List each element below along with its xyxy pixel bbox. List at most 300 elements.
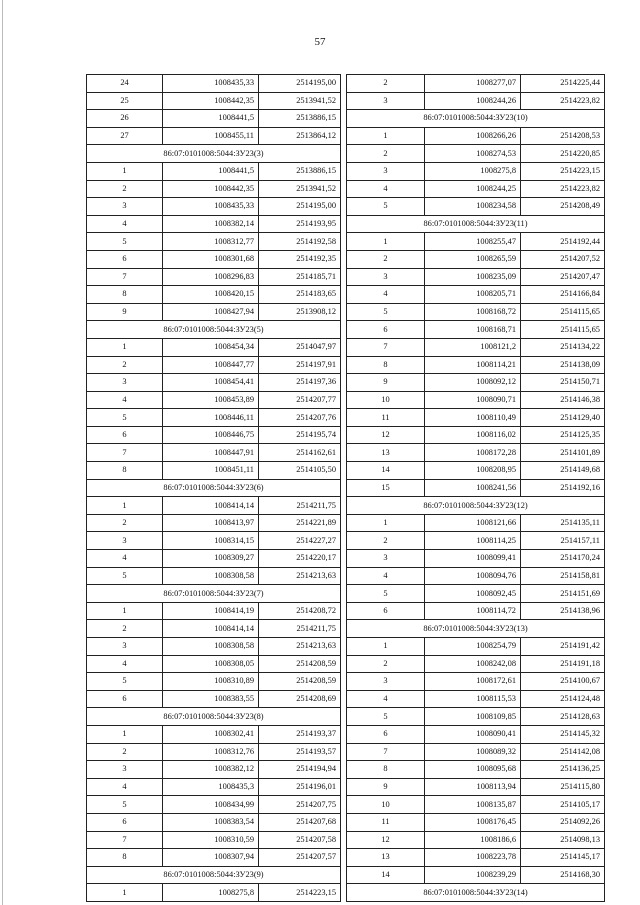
point-number-cell: 15 [347,479,425,497]
y-coordinate-cell: 2514196,01 [259,778,341,796]
y-coordinate-cell: 2514213,63 [259,638,341,656]
table-row [347,162,605,180]
y-coordinate-cell: 2514166,84 [521,286,605,304]
coordinates-table-right [346,74,605,902]
table-row [347,233,605,251]
y-coordinate-cell: 2513941,52 [259,92,341,110]
x-coordinate-cell: 1008168,72 [425,303,521,321]
point-number-cell: 25 [87,92,163,110]
y-coordinate-cell: 2514168,30 [521,866,605,884]
x-coordinate-cell: 1008205,71 [425,286,521,304]
point-number-cell: 1 [87,884,163,902]
y-coordinate-cell: 2514193,95 [259,215,341,233]
x-coordinate-cell: 1008186,6 [425,831,521,849]
x-coordinate-cell: 1008442,35 [163,180,259,198]
table-row [347,532,605,550]
table-row [347,638,605,656]
point-number-cell: 4 [347,286,425,304]
y-coordinate-cell: 2514134,22 [521,338,605,356]
section-label: 86:07:0101008:5044:ЗУ23(5) [87,321,341,339]
table-row [347,462,605,480]
x-coordinate-cell: 1008113,94 [425,778,521,796]
point-number-cell: 4 [87,550,163,568]
x-coordinate-cell: 1008434,99 [163,796,259,814]
y-coordinate-cell: 2514105,50 [259,462,341,480]
x-coordinate-cell: 1008135,87 [425,796,521,814]
x-coordinate-cell: 1008441,5 [163,110,259,128]
x-coordinate-cell: 1008414,19 [163,602,259,620]
x-coordinate-cell: 1008310,59 [163,831,259,849]
y-coordinate-cell: 2514207,58 [259,831,341,849]
x-coordinate-cell: 1008446,75 [163,426,259,444]
table-row [87,127,341,145]
section-label: 86:07:0101008:5044:ЗУ23(12) [347,497,605,515]
table-row [87,356,341,374]
table-row [87,673,341,691]
y-coordinate-cell: 2514213,63 [259,567,341,585]
point-number-cell: 7 [347,743,425,761]
point-number-cell: 1 [347,233,425,251]
y-coordinate-cell: 2514124,48 [521,690,605,708]
x-coordinate-cell: 1008090,71 [425,391,521,409]
y-coordinate-cell: 2514207,77 [259,391,341,409]
point-number-cell: 7 [347,338,425,356]
point-number-cell: 5 [87,409,163,427]
table-row [347,426,605,444]
table-row [347,145,605,163]
table-row [347,444,605,462]
point-number-cell: 1 [87,162,163,180]
y-coordinate-cell: 2514193,37 [259,725,341,743]
table-row [347,655,605,673]
y-coordinate-cell: 2514191,18 [521,655,605,673]
y-coordinate-cell: 2514047,97 [259,338,341,356]
point-number-cell: 14 [347,866,425,884]
y-coordinate-cell: 2514115,65 [521,303,605,321]
x-coordinate-cell: 1008301,68 [163,250,259,268]
y-coordinate-cell: 2514157,11 [521,532,605,550]
table-row [347,567,605,585]
x-coordinate-cell: 1008277,07 [425,75,521,93]
x-coordinate-cell: 1008275,8 [163,884,259,902]
point-number-cell: 5 [347,303,425,321]
table-row [87,620,341,638]
table-row [347,778,605,796]
y-coordinate-cell: 2514208,53 [521,127,605,145]
x-coordinate-cell: 1008308,58 [163,567,259,585]
scan-edge [2,0,3,905]
table-row [347,180,605,198]
y-coordinate-cell: 2514092,26 [521,813,605,831]
x-coordinate-cell: 1008453,89 [163,391,259,409]
y-coordinate-cell: 2514183,65 [259,286,341,304]
table-row [87,638,341,656]
x-coordinate-cell: 1008172,28 [425,444,521,462]
x-coordinate-cell: 1008265,59 [425,250,521,268]
x-coordinate-cell: 1008309,27 [163,550,259,568]
y-coordinate-cell: 2514150,71 [521,374,605,392]
y-coordinate-cell: 2514207,68 [259,813,341,831]
x-coordinate-cell: 1008308,58 [163,638,259,656]
point-number-cell: 2 [347,250,425,268]
table-row [347,725,605,743]
point-number-cell: 12 [347,426,425,444]
x-coordinate-cell: 1008114,72 [425,602,521,620]
table-row [87,426,341,444]
x-coordinate-cell: 1008172,61 [425,673,521,691]
table-row [347,690,605,708]
table-row [87,778,341,796]
y-coordinate-cell: 2514162,61 [259,444,341,462]
point-number-cell: 1 [347,514,425,532]
y-coordinate-cell: 2514195,00 [259,75,341,93]
table-row [87,75,341,93]
section-label: 86:07:0101008:5044:ЗУ23(6) [87,479,341,497]
point-number-cell: 24 [87,75,163,93]
point-number-cell: 6 [87,426,163,444]
table-row [347,673,605,691]
section-header-row [87,479,341,497]
x-coordinate-cell: 1008121,2 [425,338,521,356]
y-coordinate-cell: 2514142,08 [521,743,605,761]
y-coordinate-cell: 2514220,85 [521,145,605,163]
point-number-cell: 2 [87,356,163,374]
x-coordinate-cell: 1008420,15 [163,286,259,304]
table-row [87,849,341,867]
y-coordinate-cell: 2514129,40 [521,409,605,427]
table-row [87,761,341,779]
x-coordinate-cell: 1008244,26 [425,92,521,110]
y-coordinate-cell: 2514185,71 [259,268,341,286]
point-number-cell: 2 [87,180,163,198]
point-number-cell: 9 [347,374,425,392]
table-row [347,849,605,867]
table-row [87,550,341,568]
table-row [87,92,341,110]
table-row [87,268,341,286]
table-row [87,215,341,233]
section-header-row [347,620,605,638]
point-number-cell: 5 [87,233,163,251]
y-coordinate-cell: 2514149,68 [521,462,605,480]
y-coordinate-cell: 2514223,82 [521,180,605,198]
y-coordinate-cell: 2514208,59 [259,673,341,691]
table-row [347,356,605,374]
table-row [347,514,605,532]
point-number-cell: 2 [87,620,163,638]
x-coordinate-cell: 1008383,55 [163,690,259,708]
table-row [347,303,605,321]
y-coordinate-cell: 2514207,75 [259,796,341,814]
y-coordinate-cell: 2514208,59 [259,655,341,673]
section-header-row [347,884,605,902]
x-coordinate-cell: 1008234,58 [425,198,521,216]
table-row [87,409,341,427]
section-header-row [347,497,605,515]
y-coordinate-cell: 2514192,16 [521,479,605,497]
x-coordinate-cell: 1008208,95 [425,462,521,480]
x-coordinate-cell: 1008110,49 [425,409,521,427]
x-coordinate-cell: 1008435,3 [163,778,259,796]
point-number-cell: 7 [87,444,163,462]
y-coordinate-cell: 2514207,52 [521,250,605,268]
x-coordinate-cell: 1008382,12 [163,761,259,779]
y-coordinate-cell: 2514221,89 [259,514,341,532]
point-number-cell: 5 [347,585,425,603]
point-number-cell: 3 [87,198,163,216]
x-coordinate-cell: 1008239,29 [425,866,521,884]
table-row [87,532,341,550]
table-row [347,813,605,831]
section-header-row [87,585,341,603]
y-coordinate-cell: 2514223,82 [521,92,605,110]
y-coordinate-cell: 2513886,15 [259,110,341,128]
y-coordinate-cell: 2514105,17 [521,796,605,814]
point-number-cell: 13 [347,444,425,462]
y-coordinate-cell: 2514225,44 [521,75,605,93]
y-coordinate-cell: 2514208,72 [259,602,341,620]
x-coordinate-cell: 1008451,11 [163,462,259,480]
x-coordinate-cell: 1008090,41 [425,725,521,743]
y-coordinate-cell: 2514227,27 [259,532,341,550]
table-row [87,110,341,128]
x-coordinate-cell: 1008092,12 [425,374,521,392]
point-number-cell: 10 [347,391,425,409]
point-number-cell: 4 [87,215,163,233]
point-number-cell: 3 [87,374,163,392]
point-number-cell: 2 [347,532,425,550]
point-number-cell: 8 [87,462,163,480]
table-row [87,743,341,761]
y-coordinate-cell: 2514208,69 [259,690,341,708]
point-number-cell: 1 [87,725,163,743]
y-coordinate-cell: 2514211,75 [259,620,341,638]
table-row [87,286,341,304]
point-number-cell: 9 [87,303,163,321]
table-row [87,198,341,216]
x-coordinate-cell: 1008307,94 [163,849,259,867]
table-row [347,831,605,849]
table-row [347,761,605,779]
table-row [87,884,341,902]
y-coordinate-cell: 2514115,65 [521,321,605,339]
x-coordinate-cell: 1008310,89 [163,673,259,691]
point-number-cell: 5 [87,567,163,585]
y-coordinate-cell: 2513941,52 [259,180,341,198]
y-coordinate-cell: 2513886,15 [259,162,341,180]
y-coordinate-cell: 2514192,35 [259,250,341,268]
y-coordinate-cell: 2514195,74 [259,426,341,444]
section-label: 86:07:0101008:5044:ЗУ23(7) [87,585,341,603]
x-coordinate-cell: 1008092,45 [425,585,521,603]
table-row [347,409,605,427]
point-number-cell: 4 [347,567,425,585]
point-number-cell: 3 [87,761,163,779]
table-row [347,374,605,392]
x-coordinate-cell: 1008094,76 [425,567,521,585]
x-coordinate-cell: 1008454,34 [163,338,259,356]
y-coordinate-cell: 2514151,69 [521,585,605,603]
table-row [347,479,605,497]
x-coordinate-cell: 1008114,25 [425,532,521,550]
table-row [87,497,341,515]
section-header-row [87,321,341,339]
y-coordinate-cell: 2514146,38 [521,391,605,409]
point-number-cell: 2 [347,145,425,163]
x-coordinate-cell: 1008441,5 [163,162,259,180]
y-coordinate-cell: 2514208,49 [521,198,605,216]
x-coordinate-cell: 1008442,35 [163,92,259,110]
point-number-cell: 14 [347,462,425,480]
y-coordinate-cell: 2514197,91 [259,356,341,374]
x-coordinate-cell: 1008383,54 [163,813,259,831]
point-number-cell: 6 [347,321,425,339]
point-number-cell: 3 [347,673,425,691]
y-coordinate-cell: 2514191,42 [521,638,605,656]
x-coordinate-cell: 1008435,33 [163,75,259,93]
y-coordinate-cell: 2514145,32 [521,725,605,743]
point-number-cell: 5 [347,198,425,216]
y-coordinate-cell: 2514194,94 [259,761,341,779]
point-number-cell: 8 [347,761,425,779]
x-coordinate-cell: 1008121,66 [425,514,521,532]
section-label: 86:07:0101008:5044:ЗУ23(13) [347,620,605,638]
x-coordinate-cell: 1008241,56 [425,479,521,497]
table-row [347,391,605,409]
point-number-cell: 12 [347,831,425,849]
x-coordinate-cell: 1008235,09 [425,268,521,286]
x-coordinate-cell: 1008168,71 [425,321,521,339]
y-coordinate-cell: 2514220,17 [259,550,341,568]
y-coordinate-cell: 2514138,09 [521,356,605,374]
point-number-cell: 8 [87,286,163,304]
x-coordinate-cell: 1008447,91 [163,444,259,462]
table-row [87,813,341,831]
y-coordinate-cell: 2514211,75 [259,497,341,515]
y-coordinate-cell: 2514193,57 [259,743,341,761]
table-row [87,233,341,251]
point-number-cell: 7 [87,268,163,286]
point-number-cell: 6 [87,250,163,268]
table-row [87,162,341,180]
y-coordinate-cell: 2514170,24 [521,550,605,568]
table-row [87,602,341,620]
section-header-row [87,866,341,884]
x-coordinate-cell: 1008099,41 [425,550,521,568]
point-number-cell: 2 [347,655,425,673]
y-coordinate-cell: 2514158,81 [521,567,605,585]
y-coordinate-cell: 2514145,17 [521,849,605,867]
section-label: 86:07:0101008:5044:ЗУ23(10) [347,110,605,128]
section-label: 86:07:0101008:5044:ЗУ23(3) [87,145,341,163]
page-number: 57 [314,36,326,48]
point-number-cell: 6 [87,690,163,708]
y-coordinate-cell: 2514098,13 [521,831,605,849]
table-row [347,127,605,145]
point-number-cell: 3 [87,532,163,550]
x-coordinate-cell: 1008312,77 [163,233,259,251]
y-coordinate-cell: 2514192,58 [259,233,341,251]
table-row [87,462,341,480]
section-header-row [87,145,341,163]
table-row [87,831,341,849]
x-coordinate-cell: 1008314,15 [163,532,259,550]
table-row [347,321,605,339]
x-coordinate-cell: 1008116,02 [425,426,521,444]
coordinates-table-left [86,74,341,902]
table-row [347,585,605,603]
table-row [347,550,605,568]
table-row [87,655,341,673]
x-coordinate-cell: 1008223,78 [425,849,521,867]
y-coordinate-cell: 2514207,57 [259,849,341,867]
y-coordinate-cell: 2514195,00 [259,198,341,216]
section-header-row [87,708,341,726]
x-coordinate-cell: 1008275,8 [425,162,521,180]
x-coordinate-cell: 1008414,14 [163,620,259,638]
x-coordinate-cell: 1008266,26 [425,127,521,145]
table-row [347,268,605,286]
y-coordinate-cell: 2514207,47 [521,268,605,286]
point-number-cell: 4 [347,690,425,708]
table-row [87,303,341,321]
y-coordinate-cell: 2514125,35 [521,426,605,444]
point-number-cell: 8 [87,849,163,867]
section-label: 86:07:0101008:5044:ЗУ23(8) [87,708,341,726]
table-row [347,250,605,268]
x-coordinate-cell: 1008312,76 [163,743,259,761]
x-coordinate-cell: 1008414,14 [163,497,259,515]
point-number-cell: 10 [347,796,425,814]
point-number-cell: 5 [87,673,163,691]
table-row [87,391,341,409]
x-coordinate-cell: 1008244,25 [425,180,521,198]
point-number-cell: 5 [347,708,425,726]
table-row [347,198,605,216]
point-number-cell: 3 [347,92,425,110]
table-row [347,796,605,814]
point-number-cell: 8 [347,356,425,374]
point-number-cell: 11 [347,813,425,831]
table-row [87,338,341,356]
section-header-row [347,215,605,233]
table-row [347,75,605,93]
point-number-cell: 2 [347,75,425,93]
y-coordinate-cell: 2514135,11 [521,514,605,532]
y-coordinate-cell: 2514223,15 [521,162,605,180]
point-number-cell: 3 [347,550,425,568]
point-number-cell: 6 [87,813,163,831]
point-number-cell: 3 [347,162,425,180]
point-number-cell: 27 [87,127,163,145]
x-coordinate-cell: 1008115,53 [425,690,521,708]
table-row [87,374,341,392]
x-coordinate-cell: 1008089,32 [425,743,521,761]
y-coordinate-cell: 2514197,36 [259,374,341,392]
section-label: 86:07:0101008:5044:ЗУ23(9) [87,866,341,884]
x-coordinate-cell: 1008176,45 [425,813,521,831]
x-coordinate-cell: 1008454,41 [163,374,259,392]
x-coordinate-cell: 1008427,94 [163,303,259,321]
point-number-cell: 6 [347,725,425,743]
y-coordinate-cell: 2514101,89 [521,444,605,462]
point-number-cell: 1 [87,497,163,515]
point-number-cell: 1 [347,127,425,145]
x-coordinate-cell: 1008413,97 [163,514,259,532]
section-label: 86:07:0101008:5044:ЗУ23(14) [347,884,605,902]
table-row [347,743,605,761]
table-row [347,602,605,620]
